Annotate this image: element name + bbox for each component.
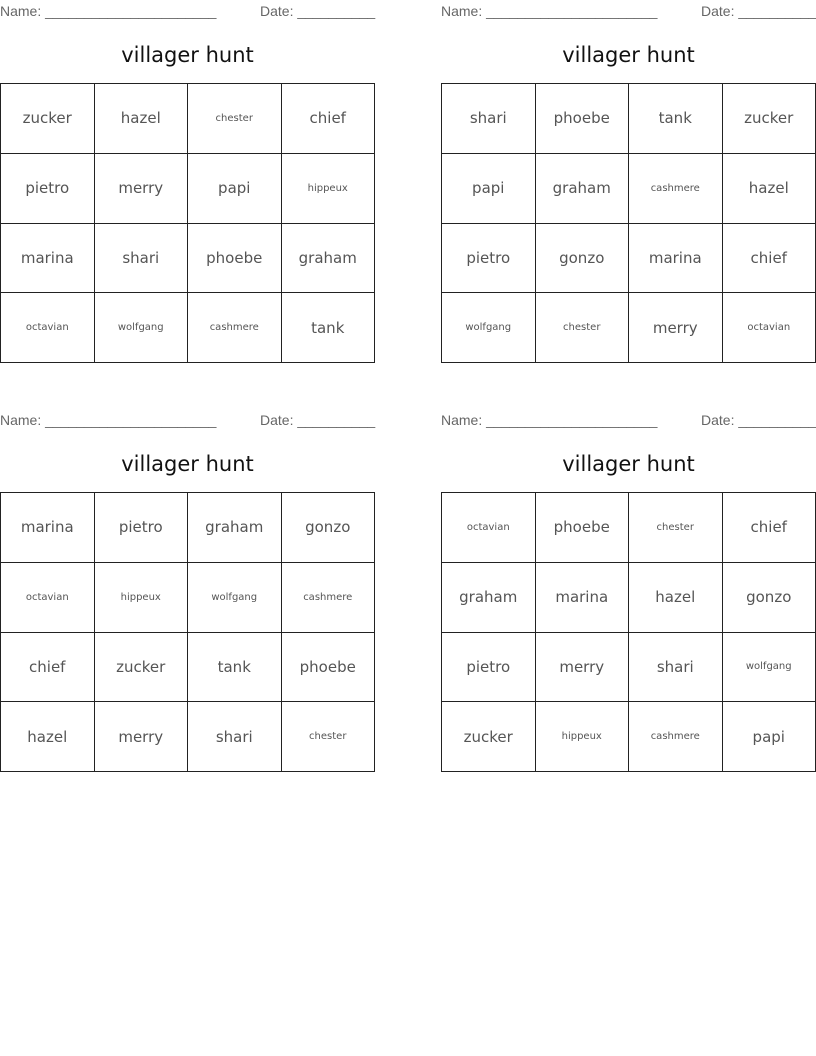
bingo-cell: pietro bbox=[442, 224, 536, 294]
bingo-cell: chester bbox=[282, 702, 376, 772]
name-field-label: Name: ______________________ bbox=[441, 3, 658, 19]
bingo-cell: hazel bbox=[723, 154, 816, 224]
bingo-grid bbox=[441, 492, 816, 772]
bingo-cell: merry bbox=[95, 702, 189, 772]
bingo-cell: pietro bbox=[1, 154, 95, 224]
bingo-cell: octavian bbox=[723, 293, 816, 363]
bingo-cell: hippeux bbox=[282, 154, 376, 224]
bingo-card bbox=[0, 0, 375, 365]
bingo-cell: phoebe bbox=[536, 84, 630, 154]
bingo-cell: cashmere bbox=[629, 154, 723, 224]
bingo-card bbox=[441, 409, 816, 774]
name-field-label: Name: ______________________ bbox=[0, 412, 217, 428]
bingo-cell: octavian bbox=[1, 293, 95, 363]
bingo-cell: graham bbox=[442, 563, 536, 633]
bingo-cell: wolfgang bbox=[95, 293, 189, 363]
bingo-cell: phoebe bbox=[282, 633, 376, 703]
bingo-cell: hazel bbox=[95, 84, 189, 154]
bingo-cell: zucker bbox=[723, 84, 816, 154]
bingo-cell: wolfgang bbox=[723, 633, 816, 703]
bingo-cell: octavian bbox=[442, 493, 536, 563]
bingo-cell: marina bbox=[536, 563, 630, 633]
bingo-cell: gonzo bbox=[536, 224, 630, 294]
bingo-cell: hippeux bbox=[536, 702, 630, 772]
bingo-cell: zucker bbox=[95, 633, 189, 703]
bingo-cell: shari bbox=[95, 224, 189, 294]
card-title: villager hunt bbox=[562, 43, 695, 67]
bingo-cell: shari bbox=[629, 633, 723, 703]
bingo-cell: gonzo bbox=[723, 563, 816, 633]
bingo-card bbox=[441, 0, 816, 365]
bingo-cell: pietro bbox=[442, 633, 536, 703]
bingo-cell: marina bbox=[1, 224, 95, 294]
bingo-cell: marina bbox=[1, 493, 95, 563]
bingo-grid bbox=[441, 83, 816, 363]
bingo-cell: papi bbox=[188, 154, 282, 224]
bingo-cell: chief bbox=[282, 84, 376, 154]
bingo-cell: chief bbox=[723, 224, 816, 294]
bingo-cell: gonzo bbox=[282, 493, 376, 563]
bingo-cell: merry bbox=[95, 154, 189, 224]
date-field-label: Date: __________ bbox=[260, 412, 376, 428]
bingo-grid bbox=[0, 83, 375, 363]
bingo-cell: papi bbox=[723, 702, 816, 772]
bingo-cell: tank bbox=[282, 293, 376, 363]
bingo-grid bbox=[0, 492, 375, 772]
bingo-cell: cashmere bbox=[629, 702, 723, 772]
bingo-cell: shari bbox=[442, 84, 536, 154]
bingo-cell: tank bbox=[629, 84, 723, 154]
bingo-cell: chester bbox=[188, 84, 282, 154]
bingo-cell: phoebe bbox=[536, 493, 630, 563]
bingo-cell: graham bbox=[282, 224, 376, 294]
bingo-cell: marina bbox=[629, 224, 723, 294]
bingo-card bbox=[0, 409, 375, 774]
bingo-cell: papi bbox=[442, 154, 536, 224]
bingo-cell: merry bbox=[536, 633, 630, 703]
bingo-cell: hazel bbox=[629, 563, 723, 633]
card-title: villager hunt bbox=[121, 43, 254, 67]
bingo-cell: wolfgang bbox=[442, 293, 536, 363]
date-field-label: Date: __________ bbox=[701, 3, 816, 19]
bingo-cell: merry bbox=[629, 293, 723, 363]
bingo-cell: tank bbox=[188, 633, 282, 703]
bingo-cell: shari bbox=[188, 702, 282, 772]
bingo-cell: phoebe bbox=[188, 224, 282, 294]
name-field-label: Name: ______________________ bbox=[441, 412, 658, 428]
name-field-label: Name: ______________________ bbox=[0, 3, 217, 19]
bingo-cell: wolfgang bbox=[188, 563, 282, 633]
bingo-cell: chief bbox=[723, 493, 816, 563]
date-field-label: Date: __________ bbox=[701, 412, 816, 428]
bingo-cell: cashmere bbox=[188, 293, 282, 363]
bingo-cell: cashmere bbox=[282, 563, 376, 633]
bingo-cell: zucker bbox=[442, 702, 536, 772]
bingo-cell: octavian bbox=[1, 563, 95, 633]
date-field-label: Date: __________ bbox=[260, 3, 376, 19]
bingo-cell: graham bbox=[188, 493, 282, 563]
bingo-cell: chester bbox=[629, 493, 723, 563]
bingo-cell: chester bbox=[536, 293, 630, 363]
bingo-cell: hippeux bbox=[95, 563, 189, 633]
card-title: villager hunt bbox=[121, 452, 254, 476]
bingo-cell: chief bbox=[1, 633, 95, 703]
bingo-cell: pietro bbox=[95, 493, 189, 563]
card-title: villager hunt bbox=[562, 452, 695, 476]
bingo-cell: zucker bbox=[1, 84, 95, 154]
bingo-cell: hazel bbox=[1, 702, 95, 772]
bingo-cell: graham bbox=[536, 154, 630, 224]
